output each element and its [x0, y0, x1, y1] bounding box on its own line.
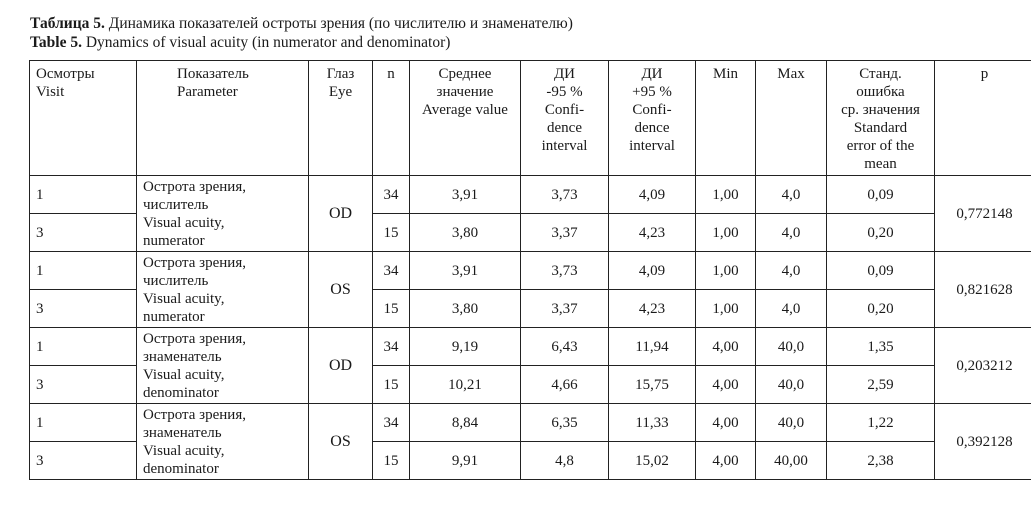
header-eye-en: Eye: [328, 84, 353, 100]
parameter-line: denominator: [143, 460, 219, 477]
header-p: p: [935, 61, 1031, 176]
sem-cell: 0,09: [827, 176, 935, 214]
header-ci-low-line: Confi-: [544, 102, 585, 118]
ci-low-cell: 3,73: [521, 252, 609, 290]
ci-low-cell: 4,66: [521, 366, 609, 404]
header-ci-low-line: -95 %: [546, 84, 583, 100]
avg-cell: 8,84: [410, 404, 521, 442]
visit-cell: 1: [30, 328, 137, 366]
p-value-cell: 0,772148: [935, 176, 1031, 252]
parameter-line: Острота зрения,: [143, 178, 246, 195]
table-caption: [30, 14, 573, 52]
max-cell: 40,0: [756, 404, 827, 442]
eye-cell: OS: [309, 252, 373, 328]
ci-low-cell: 6,35: [521, 404, 609, 442]
ci-high-cell: 11,94: [609, 328, 696, 366]
sem-cell: 0,09: [827, 252, 935, 290]
header-ci-low-line: interval: [541, 138, 588, 154]
sem-cell: 0,20: [827, 290, 935, 328]
max-cell: 4,0: [756, 214, 827, 252]
eye-cell: OD: [309, 176, 373, 252]
parameter-line: Visual acuity,: [143, 290, 225, 307]
caption-russian: [30, 14, 573, 33]
ci-high-cell: 4,09: [609, 252, 696, 290]
ci-low-cell: 6,43: [521, 328, 609, 366]
max-cell: 4,0: [756, 252, 827, 290]
header-sem-line: Станд.: [859, 66, 902, 82]
parameter-cell: [137, 328, 309, 404]
header-ci-high-line: ДИ: [641, 66, 663, 82]
ci-high-cell: 11,33: [609, 404, 696, 442]
avg-cell: 9,91: [410, 442, 521, 480]
parameter-line: числитель: [143, 196, 209, 213]
table-row: [30, 252, 1031, 290]
header-max: Max: [756, 61, 827, 176]
parameter-line: Острота зрения,: [143, 330, 246, 347]
header-average-line: Average value: [422, 102, 508, 118]
visit-cell: 3: [30, 214, 137, 252]
parameter-line: denominator: [143, 384, 219, 401]
header-eye-ru: Глаз: [326, 66, 355, 82]
max-cell: 4,0: [756, 176, 827, 214]
header-min: Min: [696, 61, 756, 176]
caption-russian-label: Таблица 5.: [30, 15, 105, 32]
parameter-cell: [137, 252, 309, 328]
ci-high-cell: 4,23: [609, 214, 696, 252]
parameter-line: Острота зрения,: [143, 254, 246, 271]
ci-low-cell: 3,37: [521, 214, 609, 252]
parameter-line: Острота зрения,: [143, 406, 246, 423]
header-sem-line: Standard: [853, 120, 908, 136]
avg-cell: 9,19: [410, 328, 521, 366]
parameter-cell: [137, 404, 309, 480]
visit-cell: 3: [30, 366, 137, 404]
ci-high-cell: 15,02: [609, 442, 696, 480]
parameter-line: Visual acuity,: [143, 366, 225, 383]
ci-high-cell: 4,23: [609, 290, 696, 328]
header-average-line: Среднее: [438, 66, 492, 82]
header-ci-high-line: dence: [634, 120, 670, 136]
sem-cell: 0,20: [827, 214, 935, 252]
header-parameter-ru: Показатель: [177, 66, 249, 82]
ci-high-cell: 4,09: [609, 176, 696, 214]
header-sem-line: mean: [864, 156, 897, 172]
avg-cell: 3,91: [410, 176, 521, 214]
header-average-line: значение: [436, 84, 494, 100]
visit-cell: 3: [30, 290, 137, 328]
sem-cell: 1,35: [827, 328, 935, 366]
avg-cell: 3,91: [410, 252, 521, 290]
header-ci-high-line: Confi-: [632, 102, 672, 118]
header-sem-line: error of the: [846, 138, 915, 154]
caption-russian-text: Динамика показателей остроты зрения (по числителю и знаменателю): [104, 15, 573, 32]
min-cell: 1,00: [696, 290, 756, 328]
header-eye: [309, 61, 373, 176]
parameter-line: числитель: [143, 272, 209, 289]
ci-high-cell: 15,75: [609, 366, 696, 404]
max-cell: 40,00: [756, 442, 827, 480]
max-cell: 40,0: [756, 366, 827, 404]
header-ci-high: [609, 61, 696, 176]
min-cell: 1,00: [696, 176, 756, 214]
header-ci-low-line: ДИ: [553, 66, 576, 82]
caption-english-text: Dynamics of visual acuity (in numerator and denominator): [81, 34, 451, 51]
table-row: [30, 176, 1031, 214]
visit-cell: 1: [30, 404, 137, 442]
header-ci-high-line: interval: [629, 138, 675, 154]
visit-cell: 1: [30, 252, 137, 290]
p-value-cell: 0,821628: [935, 252, 1031, 328]
n-cell: 15: [373, 214, 410, 252]
ci-low-cell: 4,8: [521, 442, 609, 480]
header-parameter-en: Parameter: [177, 84, 238, 100]
eye-cell: OS: [309, 404, 373, 480]
table-row: [30, 328, 1031, 366]
eye-cell: OD: [309, 328, 373, 404]
parameter-line: numerator: [143, 232, 205, 249]
p-value-cell: 0,392128: [935, 404, 1031, 480]
header-average: [410, 61, 521, 176]
n-cell: 34: [373, 404, 410, 442]
avg-cell: 10,21: [410, 366, 521, 404]
table-row: [30, 404, 1031, 442]
parameter-line: знаменатель: [143, 424, 222, 441]
max-cell: 4,0: [756, 290, 827, 328]
parameter-line: Visual acuity,: [143, 214, 225, 231]
parameter-line: numerator: [143, 308, 205, 325]
header-n: n: [373, 61, 410, 176]
sem-cell: 2,38: [827, 442, 935, 480]
caption-english-label: Table 5.: [30, 34, 82, 51]
avg-cell: 3,80: [410, 214, 521, 252]
header-ci-low: [521, 61, 609, 176]
n-cell: 34: [373, 252, 410, 290]
n-cell: 34: [373, 328, 410, 366]
n-cell: 15: [373, 290, 410, 328]
min-cell: 4,00: [696, 366, 756, 404]
p-value-cell: 0,203212: [935, 328, 1031, 404]
caption-english: [30, 33, 573, 52]
sem-cell: 2,59: [827, 366, 935, 404]
parameter-line: знаменатель: [143, 348, 222, 365]
visual-acuity-table: [29, 60, 1031, 480]
header-visit-en: Visit: [36, 84, 65, 100]
header-parameter: [137, 61, 309, 176]
avg-cell: 3,80: [410, 290, 521, 328]
min-cell: 1,00: [696, 252, 756, 290]
n-cell: 15: [373, 442, 410, 480]
visit-cell: 3: [30, 442, 137, 480]
max-cell: 40,0: [756, 328, 827, 366]
n-cell: 15: [373, 366, 410, 404]
n-cell: 34: [373, 176, 410, 214]
header-visit-ru: Осмотры: [36, 66, 95, 82]
min-cell: 1,00: [696, 214, 756, 252]
ci-low-cell: 3,73: [521, 176, 609, 214]
min-cell: 4,00: [696, 328, 756, 366]
header-visit: [30, 61, 137, 176]
parameter-cell: [137, 176, 309, 252]
parameter-line: Visual acuity,: [143, 442, 225, 459]
min-cell: 4,00: [696, 442, 756, 480]
header-ci-low-line: dence: [547, 120, 582, 136]
header-sem-line: ср. значения: [841, 102, 920, 118]
visit-cell: 1: [30, 176, 137, 214]
header-sem-line: ошибка: [856, 84, 905, 100]
sem-cell: 1,22: [827, 404, 935, 442]
header-row: [30, 61, 1031, 176]
ci-low-cell: 3,37: [521, 290, 609, 328]
min-cell: 4,00: [696, 404, 756, 442]
header-sem: [827, 61, 935, 176]
header-ci-high-line: +95 %: [632, 84, 672, 100]
